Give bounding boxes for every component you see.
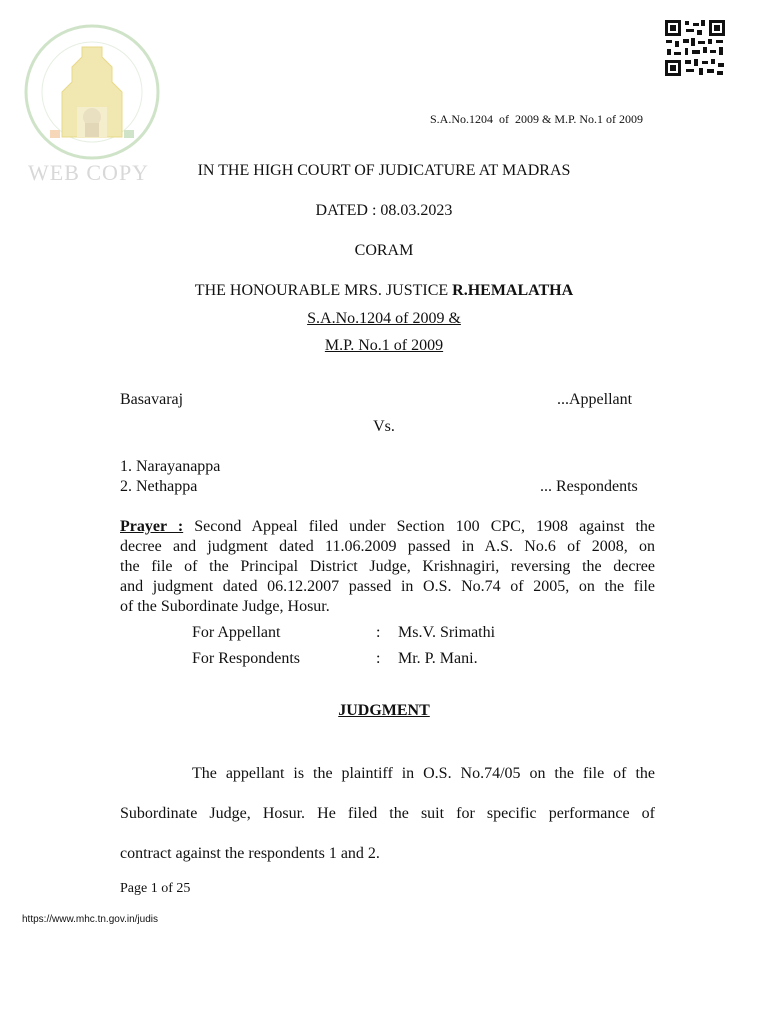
web-copy-watermark: WEB COPY <box>28 160 150 185</box>
qr-code <box>664 19 726 77</box>
counsel-appellant-name: Ms.V. Srimathi <box>398 624 496 641</box>
appellant-role: ...Appellant <box>557 391 633 408</box>
case-number-1: S.A.No.1204 of 2009 & <box>307 310 461 327</box>
judgment-heading-text: JUDGMENT <box>338 702 430 719</box>
judgment-heading <box>0 702 768 720</box>
prayer-line-1 <box>120 517 655 537</box>
respondent-2: 2. Nethappa <box>120 478 198 495</box>
appellant-name: Basavaraj <box>120 391 184 408</box>
judgment-paragraph <box>120 754 655 874</box>
justice-line <box>0 282 768 300</box>
judgment-line-3: contract against the respondents 1 and 2. <box>120 845 380 862</box>
header-case-reference: S.A.No.1204 of 2009 & M.P. No.1 of 2009 <box>430 112 644 126</box>
judgment-text-1: The appellant is the plaintiff in O.S. No.74/05 on the file of the <box>192 765 655 782</box>
case-number-line-1 <box>0 310 768 328</box>
judgment-line-2: Subordinate Judge, Hosur. He filed the suit for specific performance of <box>120 805 655 822</box>
prayer-line-4: and judgment dated 06.12.2007 passed in O.S. No.74 of 2005, on the file <box>120 578 655 595</box>
court-title: IN THE HIGH COURT OF JUDICATURE AT MADRAS <box>197 162 571 179</box>
case-number-2: M.P. No.1 of 2009 <box>324 337 444 354</box>
coram-heading: CORAM <box>354 242 414 259</box>
counsel-appellant-label: For Appellant <box>192 624 281 641</box>
page-number: Page 1 of 25 <box>120 881 191 896</box>
prayer-paragraph <box>120 517 655 617</box>
counsel-respondents-sep: : <box>376 650 381 667</box>
source-url[interactable]: https://www.mhc.tn.gov.in/judis <box>22 914 158 925</box>
judgment-line-1 <box>120 754 655 794</box>
counsel-respondents-name: Mr. P. Mani. <box>398 650 478 667</box>
qr-code-icon <box>664 19 726 77</box>
prayer-label: Prayer : <box>120 518 184 535</box>
seal-emblem-icon <box>22 22 162 162</box>
counsel-respondents-label: For Respondents <box>192 650 300 667</box>
case-number-line-2 <box>0 337 768 355</box>
versus: Vs. <box>373 418 395 435</box>
justice-prefix: THE HONOURABLE MRS. JUSTICE <box>194 282 453 299</box>
prayer-text-1: Second Appeal filed under Section 100 CPC, 1908 against the <box>194 518 655 535</box>
prayer-line-5: of the Subordinate Judge, Hosur. <box>120 598 330 615</box>
dated-line: DATED : 08.03.2023 <box>315 202 453 219</box>
respondent-1: 1. Narayanappa <box>120 458 221 475</box>
counsel-appellant-sep: : <box>376 624 381 641</box>
prayer-line-2: decree and judgment dated 11.06.2009 passed in A.S. No.6 of 2008, on <box>120 538 655 555</box>
prayer-line-3: the file of the Principal District Judge, Krishnagiri, reversing the decree <box>120 558 655 575</box>
justice-name: R.HEMALATHA <box>452 282 574 299</box>
respondent-role: ... Respondents <box>540 478 638 495</box>
court-seal-watermark <box>22 22 162 162</box>
